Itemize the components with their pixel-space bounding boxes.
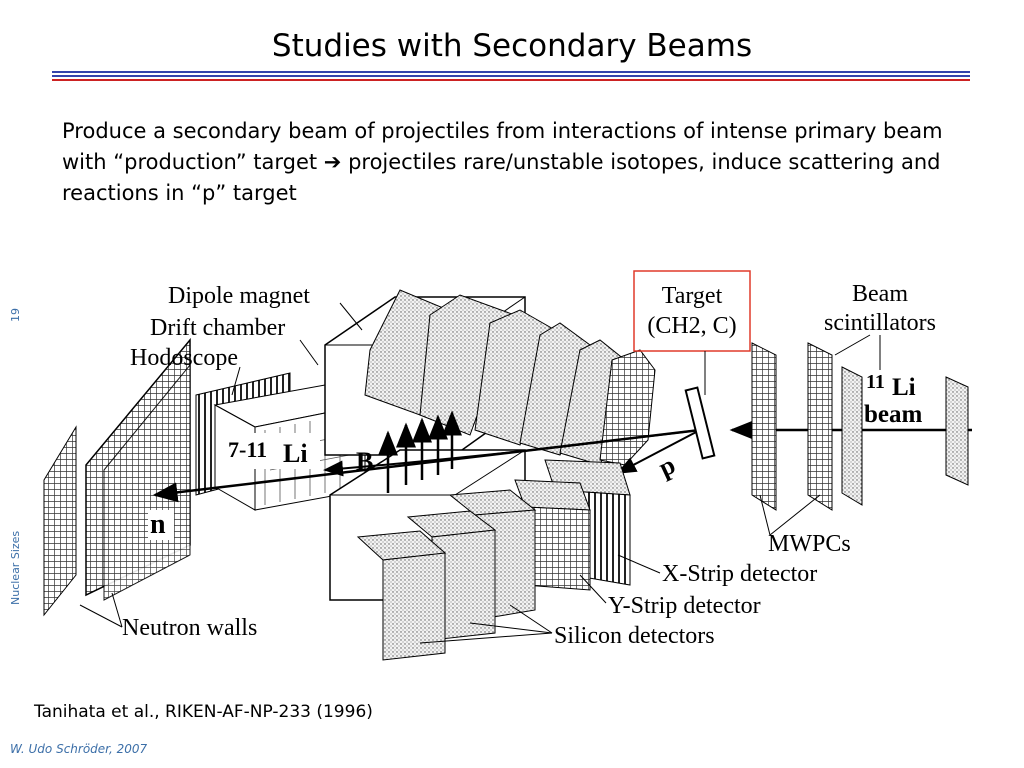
title-rule-blue-bottom [52, 75, 970, 77]
title-rule-red [52, 79, 970, 81]
neutron-walls [44, 340, 190, 615]
body-text: Produce a secondary beam of projectiles from interactions of intense primary beam with “production” target ➔ projectiles rare/unstable isotopes, induce scattering and reactions in “p” target [62, 119, 943, 205]
author-footer: W. Udo Schröder, 2007 [10, 742, 148, 756]
label-target-line1: Target [661, 283, 723, 309]
label-mwpcs: MWPCs [768, 531, 851, 557]
label-beam-scintillators-line1: Beam [852, 281, 908, 307]
slide-number: 19 [9, 308, 22, 322]
label-li-beam-word: beam [864, 401, 923, 428]
label-y-strip-detector: Y-Strip detector [608, 593, 761, 619]
citation: Tanihata et al., RIKEN-AF-NP-233 (1996) [34, 702, 373, 722]
label-li-beam-mass: 11 [866, 371, 885, 393]
label-dipole-magnet: Dipole magnet [168, 283, 310, 309]
label-li-beam-element: Li [892, 374, 916, 401]
label-drift-chamber: Drift chamber [150, 315, 286, 341]
label-hodoscope: Hodoscope [130, 345, 238, 371]
label-beam-scintillators-line2: scintillators [824, 310, 936, 336]
label-target-line2: (CH2, C) [647, 313, 737, 339]
label-neutron-walls: Neutron walls [122, 615, 258, 641]
label-li-fragment-element: Li [283, 439, 308, 468]
label-li-fragment-mass: 7-11 [228, 437, 268, 462]
label-silicon-detectors: Silicon detectors [554, 623, 715, 649]
title-rule-blue-top [52, 71, 970, 73]
experimental-setup-diagram [0, 255, 1024, 675]
mwpc-planes [752, 343, 832, 510]
label-x-strip-detector: X-Strip detector [662, 561, 818, 587]
section-label: Nuclear Sizes [9, 530, 22, 605]
slide-title: Studies with Secondary Beams [271, 28, 753, 64]
target-plate [686, 388, 715, 459]
label-proton: p [654, 450, 680, 483]
label-b-field: B [356, 447, 374, 476]
label-neutron: n [150, 509, 166, 540]
